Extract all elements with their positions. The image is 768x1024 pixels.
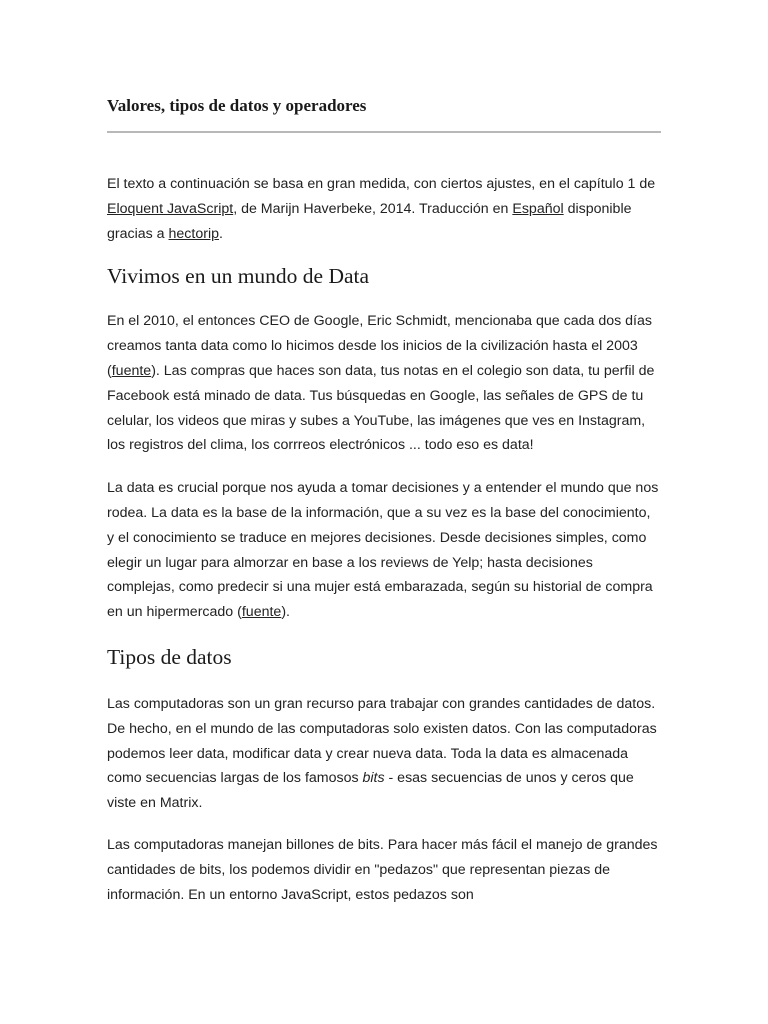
bits-emphasis: bits <box>362 770 385 787</box>
paragraph-text: ). Las compras que haces son data, tus notas en el colegio son data, tu perfil de Facebook está minado de data. Tus búsquedas en Google, las señales de GPS de tu celular, los videos que miras y subes a YouTube, las imágenes que ves en Instagram, los registros del clima, los corrreos electrónicos ... todo eso es data! <box>107 362 655 454</box>
intro-paragraph <box>107 172 661 246</box>
intro-text-4: . <box>219 225 223 242</box>
document-body <box>107 172 661 907</box>
paragraph-text: En el 2010, el entonces CEO de Google, Eric Schmidt, mencionaba que cada dos días creamos tanta data como lo hicimos desde los inicios de la civilización hasta el 2003 ( <box>107 313 652 379</box>
paragraph-text: ). <box>281 604 290 621</box>
eloquent-javascript-link[interactable]: Eloquent JavaScript <box>107 200 234 217</box>
intro-text-2: , de Marijn Haverbeke, 2014. Traducción en <box>233 200 513 217</box>
source-link-1[interactable]: fuente <box>111 362 152 379</box>
section-heading-data-world: Vivimos en un mundo de Data <box>107 264 370 289</box>
espanol-link[interactable]: Español <box>512 200 564 217</box>
paragraph-text: - esas secuencias de unos y ceros que viste en Matrix. <box>107 770 634 812</box>
hectorip-link[interactable]: hectorip <box>168 225 219 242</box>
source-link-2[interactable]: fuente <box>241 604 282 621</box>
title-divider <box>107 131 661 133</box>
paragraph-billions-of-bits: Las computadoras manejan billones de bits. Para hacer más fácil el manejo de grandes cantidades de bits, los podemos dividir en "pedazos" que representan piezas de información. En un entorno JavaScript, estos pedazos son <box>107 836 658 903</box>
section-heading-data-types: Tipos de datos <box>107 644 232 669</box>
intro-text-1: El texto a continuación se basa en gran medida, con ciertos ajustes, en el capítulo 1 de <box>107 176 656 192</box>
paragraph-text: Las computadoras son un gran recurso para trabajar con grandes cantidades de datos. De hecho, en el mundo de las computadoras solo existen datos. Con las computadoras podemos leer data, modificar data y crear nueva data. Toda la data es almacenada como secuencias largas de los famosos <box>107 695 657 787</box>
paragraph-computers-data <box>107 692 661 816</box>
paragraph-text: La data es crucial porque nos ayuda a tomar decisiones y a entender el mundo que nos rodea. La data es la base de la información, que a su vez es la base del conocimiento, y el conocimiento se traduce en mejores decisiones. Desde decisiones simples, como elegir un lugar para almorzar en base a los reviews de Yelp; hasta decisiones complejas, como predecir si una mujer está embarazada, según su historial de compra en un hipermercado ( <box>107 480 659 621</box>
paragraph-data-world <box>107 309 661 458</box>
paragraph-data-crucial <box>107 476 661 625</box>
intro-text-3: disponible gracias a <box>107 200 632 242</box>
document-title: Valores, tipos de datos y operadores <box>107 96 367 115</box>
